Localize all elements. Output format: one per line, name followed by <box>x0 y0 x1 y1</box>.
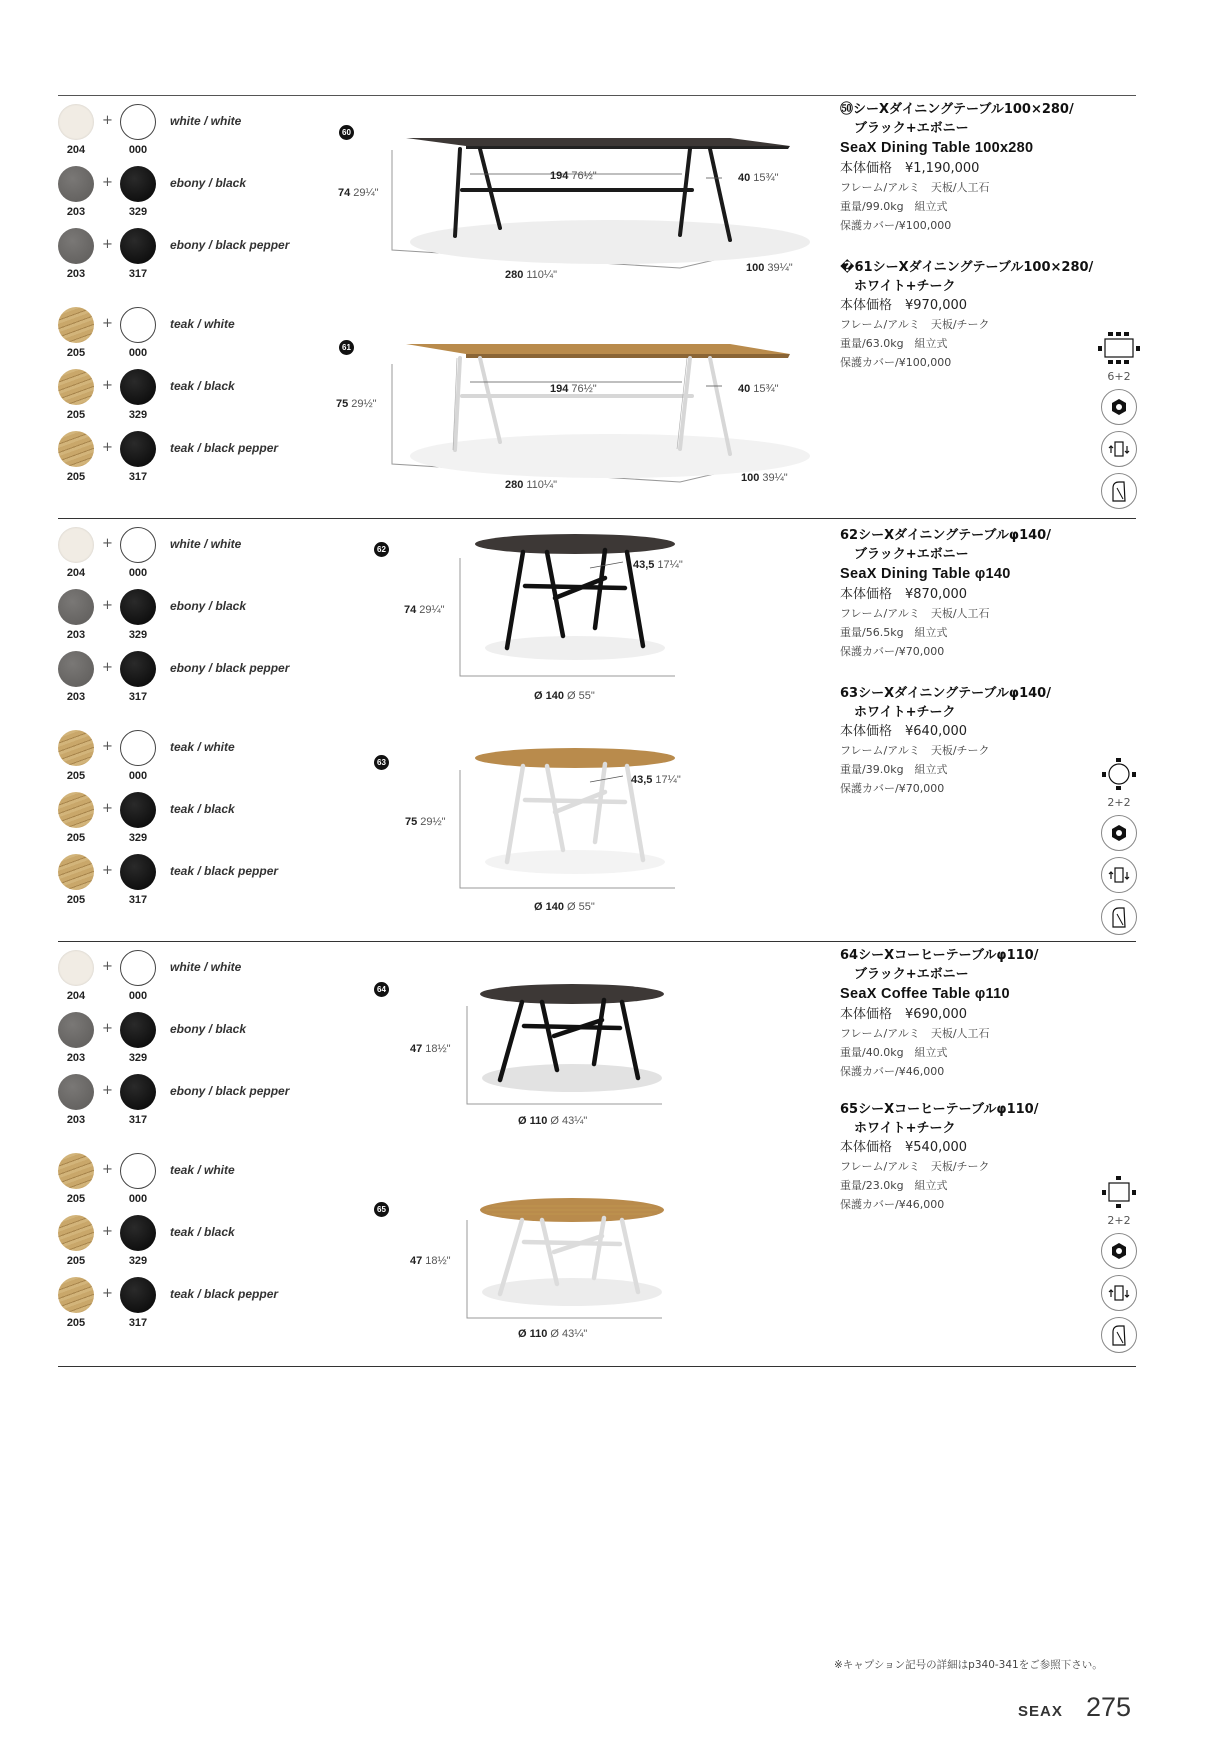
swatch-option <box>58 730 318 792</box>
weight: 重量/99.0kg 組立式 <box>840 200 948 213</box>
frame-color-swatch <box>58 1277 94 1313</box>
swatch-label: white / white <box>170 114 242 128</box>
swatch-code: 317 <box>128 691 148 703</box>
cover-price: 保護カバー/¥100,000 <box>840 219 952 232</box>
swatch-code: 203 <box>66 1052 86 1064</box>
top-color-swatch <box>120 730 156 766</box>
dim-value: Ø 110 <box>518 1115 548 1127</box>
swatch-label: teak / white <box>170 317 235 331</box>
top-color-swatch <box>120 431 156 467</box>
dim-value: 74 <box>338 187 351 199</box>
product-number-badge: 62 <box>374 542 389 557</box>
feature-icons <box>1098 758 1140 935</box>
brand-name: SEAX <box>1018 1703 1063 1720</box>
dim-inch: Ø 43¼" <box>550 1115 588 1127</box>
swatch-label: teak / white <box>170 1163 235 1177</box>
jp-subtitle: ホワイト+チーク <box>854 1121 956 1136</box>
bolt-icon <box>1101 1233 1137 1269</box>
dim-value: 194 <box>550 383 569 395</box>
plus-icon: + <box>102 113 113 128</box>
top-rule <box>58 95 1136 96</box>
dim-leg <box>738 172 779 184</box>
swatch-code: 204 <box>66 567 86 579</box>
dim-length <box>505 479 557 491</box>
dim-value: 47 <box>410 1255 423 1267</box>
swatch-label: teak / white <box>170 740 235 754</box>
swatch-label: teak / black pepper <box>170 1287 279 1301</box>
swatch-label: ebony / black pepper <box>170 1084 290 1098</box>
swatch-code: 203 <box>66 1114 86 1126</box>
dim-depth <box>741 472 788 484</box>
dim-inch: 29½" <box>351 398 377 410</box>
swatch-label: ebony / black <box>170 599 247 613</box>
swatch-label: ebony / black <box>170 1022 247 1036</box>
dim-inch: 15¾" <box>753 172 779 184</box>
swatch-label: ebony / black pepper <box>170 238 290 252</box>
plus-icon: + <box>102 175 113 190</box>
jp-title: 65シーXコーヒーテーブルφ110/ <box>840 1102 1039 1117</box>
plus-icon: + <box>102 536 113 551</box>
swatch-label: ebony / black <box>170 176 247 190</box>
swatch-option <box>58 228 318 290</box>
dim-value: 75 <box>336 398 349 410</box>
product-number-badge: 61 <box>339 340 354 355</box>
dim-value: Ø 140 <box>534 901 564 913</box>
cover-price: 保護カバー/¥100,000 <box>840 356 952 369</box>
top-color-swatch <box>120 1074 156 1110</box>
frame-color-swatch <box>58 1153 94 1189</box>
dim-length <box>505 269 557 281</box>
swatch-code: 329 <box>128 1052 148 1064</box>
plus-icon: + <box>102 598 113 613</box>
product-description <box>840 258 1140 372</box>
swatch-label: teak / black pepper <box>170 864 279 878</box>
dim-inch: 18½" <box>425 1255 451 1267</box>
top-color-swatch <box>120 527 156 563</box>
frame-color-swatch <box>58 792 94 828</box>
swatch-code: 000 <box>128 347 148 359</box>
swatch-code: 205 <box>66 471 86 483</box>
dim-value: 40 <box>738 383 751 395</box>
swatch-code: 205 <box>66 832 86 844</box>
dim-inch: 29¼" <box>353 187 379 199</box>
product-description <box>840 1100 1140 1214</box>
plus-icon: + <box>102 1021 113 1036</box>
dim-inch: 76½" <box>571 170 597 182</box>
swatch-option <box>58 369 318 431</box>
top-color-swatch <box>120 104 156 140</box>
top-color-swatch <box>120 792 156 828</box>
top-color-swatch <box>120 950 156 986</box>
plus-icon: + <box>102 1083 113 1098</box>
material: フレーム/アルミ 天板/人工石 <box>840 1027 990 1040</box>
frame-color-swatch <box>58 104 94 140</box>
assembly-icon <box>1101 1275 1137 1311</box>
frame-color-swatch <box>58 166 94 202</box>
swatch-label: ebony / black pepper <box>170 661 290 675</box>
weight: 重量/39.0kg 組立式 <box>840 763 948 776</box>
top-color-swatch <box>120 166 156 202</box>
dim-value: 47 <box>410 1043 423 1055</box>
dim-value: 74 <box>404 604 417 616</box>
dim-inner <box>550 170 597 182</box>
swatch-code: 203 <box>66 629 86 641</box>
material: フレーム/アルミ 天板/チーク <box>840 318 990 331</box>
jp-subtitle: ブラック+エボニー <box>854 547 969 562</box>
jp-title: 63シーXダイニングテーブルφ140/ <box>840 686 1051 701</box>
frame-color-swatch <box>58 651 94 687</box>
dim-height <box>404 604 445 616</box>
dim-value: Ø 140 <box>534 690 564 702</box>
dim-height <box>410 1255 451 1267</box>
swatch-option <box>58 104 318 166</box>
price: 本体価格 ¥690,000 <box>840 1007 968 1022</box>
jp-subtitle: ホワイト+チーク <box>854 279 956 294</box>
plus-icon: + <box>102 863 113 878</box>
frame-color-swatch <box>58 527 94 563</box>
swatch-code: 205 <box>66 347 86 359</box>
assembly-icon <box>1101 857 1137 893</box>
product-number-badge: 65 <box>374 1202 389 1217</box>
section-divider <box>58 941 1136 942</box>
swatch-code: 205 <box>66 1255 86 1267</box>
dim-inch: 15¾" <box>753 383 779 395</box>
section-divider <box>58 518 1136 519</box>
frame-color-swatch <box>58 228 94 264</box>
bolt-icon <box>1101 389 1137 425</box>
swatch-label: white / white <box>170 960 242 974</box>
footnote: ※キャプション記号の詳細はp340-341をご参照下さい。 <box>834 1659 1103 1671</box>
frame-color-swatch <box>58 1074 94 1110</box>
dim-inch: 110¼" <box>526 479 557 491</box>
dim-height <box>338 187 379 199</box>
swatch-option <box>58 1012 318 1074</box>
swatch-option <box>58 792 318 854</box>
jp-title: �61シーXダイニングテーブル100×280/ <box>840 260 1094 275</box>
swatch-option <box>58 1074 318 1136</box>
weight: 重量/56.5kg 組立式 <box>840 626 948 639</box>
swatch-code: 205 <box>66 894 86 906</box>
plus-icon: + <box>102 739 113 754</box>
swatch-code: 000 <box>128 567 148 579</box>
swatch-code: 203 <box>66 268 86 280</box>
swatch-code: 000 <box>128 144 148 156</box>
dim-value: 100 <box>741 472 760 484</box>
dim-depth <box>746 262 793 274</box>
swatch-code: 317 <box>128 268 148 280</box>
dim-height <box>405 816 446 828</box>
cover-price: 保護カバー/¥70,000 <box>840 782 945 795</box>
swatch-option <box>58 589 318 651</box>
material: フレーム/アルミ 天板/人工石 <box>840 607 990 620</box>
price: 本体価格 ¥640,000 <box>840 724 968 739</box>
cover-price: 保護カバー/¥46,000 <box>840 1198 945 1211</box>
dim-inch: 18½" <box>425 1043 451 1055</box>
dim-diameter <box>518 1328 587 1340</box>
dim-inner <box>550 383 597 395</box>
jp-title: 64シーXコーヒーテーブルφ110/ <box>840 948 1039 963</box>
feature-icons <box>1098 1176 1140 1353</box>
swatch-label: teak / black <box>170 802 235 816</box>
price: 本体価格 ¥870,000 <box>840 587 968 602</box>
swatch-code: 317 <box>128 1114 148 1126</box>
swatch-option <box>58 307 318 369</box>
frame-color-swatch <box>58 369 94 405</box>
swatch-option <box>58 1277 318 1339</box>
en-name: SeaX Dining Table φ140 <box>840 566 1011 582</box>
frame-color-swatch <box>58 1012 94 1048</box>
plus-icon: + <box>102 440 113 455</box>
swatch-label: teak / black <box>170 1225 235 1239</box>
dim-inch: 39¼" <box>767 262 793 274</box>
swatch-code: 317 <box>128 1317 148 1329</box>
product-number-badge: 63 <box>374 755 389 770</box>
top-color-swatch <box>120 589 156 625</box>
jp-subtitle: ブラック+エボニー <box>854 121 969 136</box>
table-60-drawing <box>380 120 810 280</box>
swatch-code: 205 <box>66 409 86 421</box>
dim-leg <box>631 774 681 786</box>
en-name: SeaX Coffee Table φ110 <box>840 986 1010 1002</box>
swatch-option <box>58 854 318 916</box>
table-64-drawing <box>462 978 682 1108</box>
seating-layout-icon <box>1098 758 1140 792</box>
dim-value: 100 <box>746 262 765 274</box>
dim-value: 280 <box>505 479 524 491</box>
frame-color-swatch <box>58 950 94 986</box>
frame-color-swatch <box>58 854 94 890</box>
assembly-icon <box>1101 431 1137 467</box>
top-color-swatch <box>120 651 156 687</box>
product-description <box>840 526 1140 661</box>
cover-price: 保護カバー/¥70,000 <box>840 645 945 658</box>
swatch-code: 205 <box>66 770 86 782</box>
dim-value: 194 <box>550 170 569 182</box>
bolt-icon <box>1101 815 1137 851</box>
table-65-drawing <box>462 1192 682 1322</box>
swatch-code: 317 <box>128 894 148 906</box>
dim-inch: 29¼" <box>419 604 445 616</box>
swatch-option <box>58 166 318 228</box>
product-number-badge: 64 <box>374 982 389 997</box>
frame-color-swatch <box>58 730 94 766</box>
seating-capacity: 2+2 <box>1107 796 1131 809</box>
seating-layout-icon <box>1098 332 1140 366</box>
product-description <box>840 946 1140 1081</box>
table-63-drawing <box>455 740 695 890</box>
top-color-swatch <box>120 1277 156 1313</box>
plus-icon: + <box>102 1286 113 1301</box>
feature-icons <box>1098 332 1140 509</box>
dim-leg <box>738 383 779 395</box>
swatch-code: 203 <box>66 691 86 703</box>
swatch-label: white / white <box>170 537 242 551</box>
dim-inch: Ø 43¼" <box>550 1328 588 1340</box>
dim-leg <box>633 559 683 571</box>
frame-color-swatch <box>58 589 94 625</box>
weight: 重量/40.0kg 組立式 <box>840 1046 948 1059</box>
seating-layout-icon <box>1098 1176 1140 1210</box>
cover-icon <box>1101 1317 1137 1353</box>
cover-icon <box>1101 899 1137 935</box>
dim-value: Ø 110 <box>518 1328 548 1340</box>
frame-color-swatch <box>58 1215 94 1251</box>
swatch-code: 205 <box>66 1193 86 1205</box>
plus-icon: + <box>102 801 113 816</box>
swatch-option <box>58 527 318 589</box>
price: 本体価格 ¥540,000 <box>840 1140 968 1155</box>
table-61-drawing <box>380 334 810 494</box>
dim-height <box>410 1043 451 1055</box>
seating-capacity: 2+2 <box>1107 1214 1131 1227</box>
dim-inch: 17¼" <box>655 774 681 786</box>
seating-capacity: 6+2 <box>1107 370 1131 383</box>
jp-title: 62シーXダイニングテーブルφ140/ <box>840 528 1051 543</box>
swatch-code: 204 <box>66 144 86 156</box>
en-name: SeaX Dining Table 100x280 <box>840 140 1034 156</box>
dim-value: 40 <box>738 172 751 184</box>
dim-diameter <box>518 1115 587 1127</box>
swatch-option <box>58 1153 318 1215</box>
top-color-swatch <box>120 1012 156 1048</box>
swatch-option <box>58 431 318 493</box>
weight: 重量/63.0kg 組立式 <box>840 337 948 350</box>
material: フレーム/アルミ 天板/チーク <box>840 1160 990 1173</box>
frame-color-swatch <box>58 431 94 467</box>
dim-value: 43,5 <box>631 774 653 786</box>
jp-title: ㊿シーXダイニングテーブル100×280/ <box>840 102 1074 117</box>
plus-icon: + <box>102 378 113 393</box>
swatch-code: 329 <box>128 629 148 641</box>
dim-inch: Ø 55" <box>566 690 595 702</box>
dim-diameter <box>534 901 595 913</box>
swatch-option <box>58 950 318 1012</box>
top-color-swatch <box>120 1215 156 1251</box>
material: フレーム/アルミ 天板/チーク <box>840 744 990 757</box>
dim-inch: 39¼" <box>762 472 788 484</box>
plus-icon: + <box>102 660 113 675</box>
plus-icon: + <box>102 1162 113 1177</box>
jp-subtitle: ホワイト+チーク <box>854 705 956 720</box>
dim-inch: 17¼" <box>657 559 683 571</box>
swatch-code: 000 <box>128 990 148 1002</box>
dim-value: 43,5 <box>633 559 655 571</box>
dim-inch: 110¼" <box>526 269 557 281</box>
cover-price: 保護カバー/¥46,000 <box>840 1065 945 1078</box>
product-description <box>840 684 1140 798</box>
dim-height <box>336 398 377 410</box>
swatch-code: 317 <box>128 471 148 483</box>
cover-icon <box>1101 473 1137 509</box>
bottom-rule <box>58 1366 1136 1367</box>
plus-icon: + <box>102 959 113 974</box>
plus-icon: + <box>102 237 113 252</box>
swatch-code: 329 <box>128 409 148 421</box>
product-number-badge: 60 <box>339 125 354 140</box>
jp-subtitle: ブラック+エボニー <box>854 967 969 982</box>
plus-icon: + <box>102 1224 113 1239</box>
swatch-label: teak / black <box>170 379 235 393</box>
swatch-code: 329 <box>128 1255 148 1267</box>
swatch-code: 329 <box>128 206 148 218</box>
plus-icon: + <box>102 316 113 331</box>
swatch-option <box>58 651 318 713</box>
swatch-code: 203 <box>66 206 86 218</box>
table-62-drawing <box>455 528 695 678</box>
swatch-code: 000 <box>128 1193 148 1205</box>
top-color-swatch <box>120 307 156 343</box>
top-color-swatch <box>120 1153 156 1189</box>
price: 本体価格 ¥1,190,000 <box>840 161 980 176</box>
swatch-code: 204 <box>66 990 86 1002</box>
swatch-option <box>58 1215 318 1277</box>
price: 本体価格 ¥970,000 <box>840 298 968 313</box>
dim-diameter <box>534 690 595 702</box>
swatch-code: 329 <box>128 832 148 844</box>
weight: 重量/23.0kg 組立式 <box>840 1179 948 1192</box>
page-number: 275 <box>1086 1692 1132 1722</box>
top-color-swatch <box>120 369 156 405</box>
product-description <box>840 100 1140 235</box>
dim-value: 280 <box>505 269 524 281</box>
material: フレーム/アルミ 天板/人工石 <box>840 181 990 194</box>
dim-inch: Ø 55" <box>566 901 595 913</box>
top-color-swatch <box>120 228 156 264</box>
dim-inch: 29½" <box>420 816 446 828</box>
swatch-code: 000 <box>128 770 148 782</box>
swatch-code: 205 <box>66 1317 86 1329</box>
dim-inch: 76½" <box>571 383 597 395</box>
swatch-label: teak / black pepper <box>170 441 279 455</box>
top-color-swatch <box>120 854 156 890</box>
frame-color-swatch <box>58 307 94 343</box>
dim-value: 75 <box>405 816 418 828</box>
